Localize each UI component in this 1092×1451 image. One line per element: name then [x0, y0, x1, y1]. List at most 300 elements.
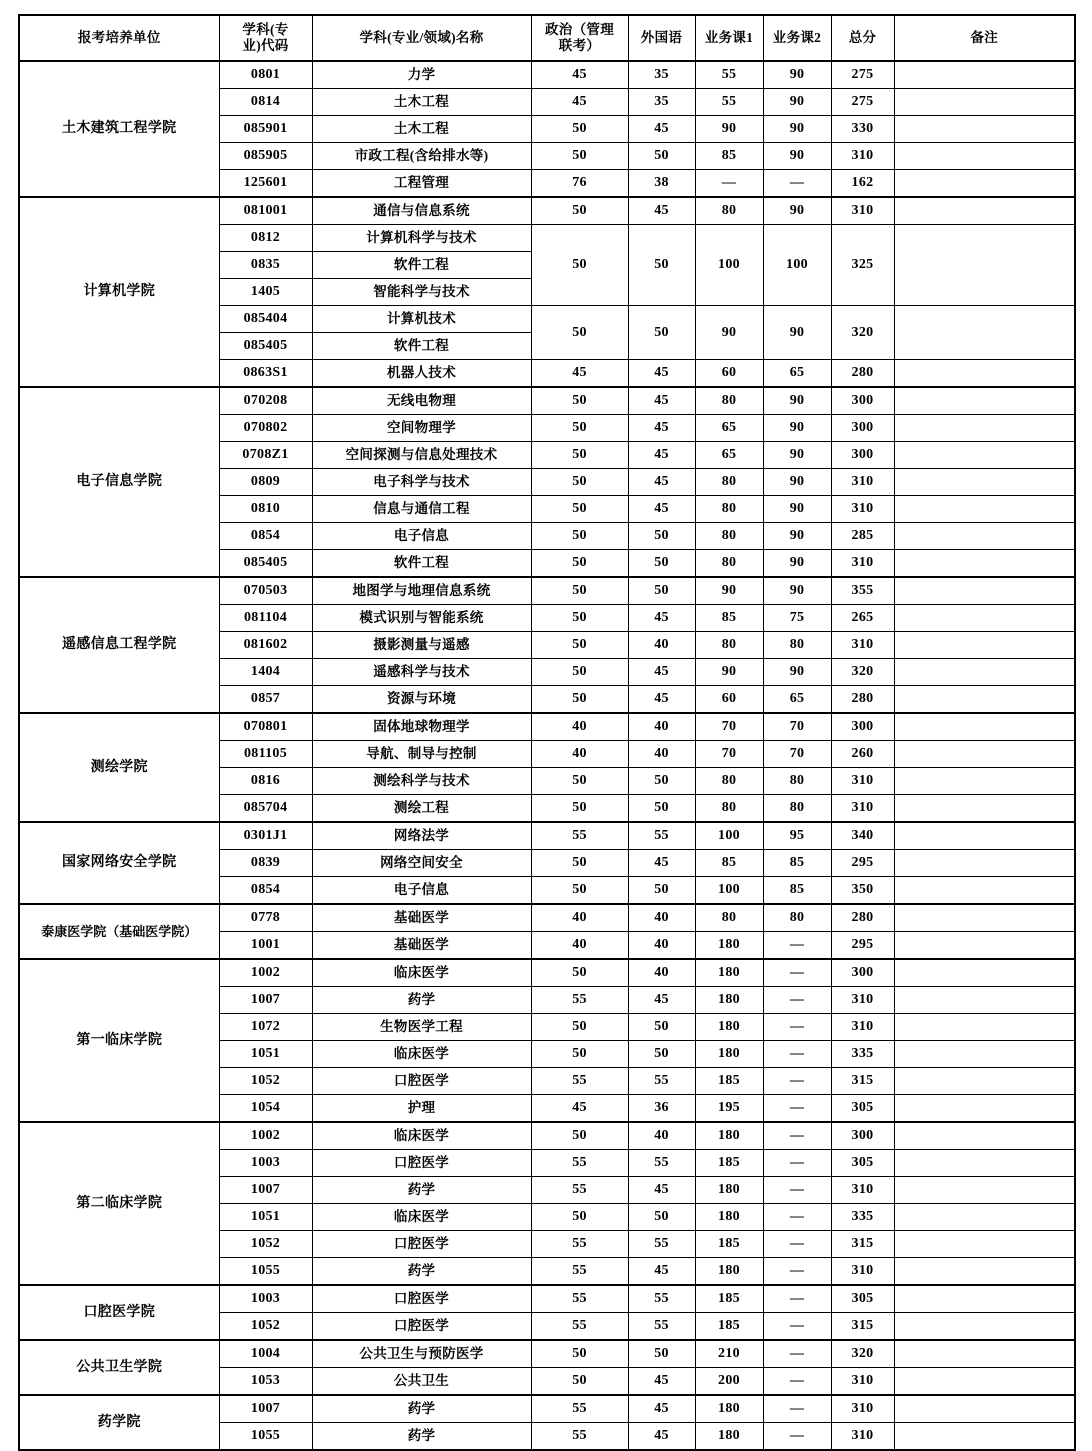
politics-score-cell: 50 — [531, 442, 628, 469]
total-score-cell: 300 — [831, 387, 894, 415]
subject1-score-cell: 55 — [695, 89, 763, 116]
foreign-language-score-cell: 55 — [628, 822, 695, 850]
remark-cell — [894, 1368, 1075, 1396]
subject2-score-cell: — — [763, 1258, 831, 1286]
unit-name-cell: 电子信息学院 — [19, 387, 219, 577]
total-score-cell: 300 — [831, 442, 894, 469]
column-header-subject2: 业务课2 — [763, 15, 831, 61]
major-name-cell: 口腔医学 — [312, 1068, 531, 1095]
foreign-language-score-cell: 50 — [628, 795, 695, 823]
foreign-language-score-cell: 55 — [628, 1231, 695, 1258]
subject1-score-cell: 185 — [695, 1068, 763, 1095]
politics-score-cell: 50 — [531, 768, 628, 795]
subject2-score-cell: 85 — [763, 877, 831, 905]
major-code-cell: 0810 — [219, 496, 312, 523]
subject1-score-cell: 80 — [695, 496, 763, 523]
politics-score-cell: 50 — [531, 959, 628, 987]
major-name-cell: 通信与信息系统 — [312, 197, 531, 225]
foreign-language-score-cell: 38 — [628, 170, 695, 198]
major-name-cell: 网络法学 — [312, 822, 531, 850]
subject2-score-cell: 90 — [763, 523, 831, 550]
foreign-language-score-cell: 55 — [628, 1150, 695, 1177]
total-score-cell: 162 — [831, 170, 894, 198]
total-score-cell: 310 — [831, 197, 894, 225]
major-code-cell: 081104 — [219, 605, 312, 632]
major-code-cell: 1054 — [219, 1095, 312, 1123]
unit-name-cell: 测绘学院 — [19, 713, 219, 822]
subject2-score-cell: — — [763, 1095, 831, 1123]
foreign-language-score-cell: 45 — [628, 387, 695, 415]
total-score-cell: 305 — [831, 1150, 894, 1177]
subject2-score-cell: — — [763, 1068, 831, 1095]
major-code-cell: 085404 — [219, 306, 312, 333]
major-name-cell: 电子信息 — [312, 523, 531, 550]
table-row — [19, 959, 1075, 987]
subject1-score-cell: 185 — [695, 1313, 763, 1341]
foreign-language-score-cell: 50 — [628, 1041, 695, 1068]
major-code-cell: 085905 — [219, 143, 312, 170]
politics-score-cell: 50 — [531, 577, 628, 605]
subject1-score-cell: 180 — [695, 1177, 763, 1204]
politics-score-cell: 40 — [531, 713, 628, 741]
major-name-cell: 信息与通信工程 — [312, 496, 531, 523]
table-row — [19, 1122, 1075, 1150]
politics-score-cell: 45 — [531, 89, 628, 116]
remark-cell — [894, 1150, 1075, 1177]
major-name-cell: 护理 — [312, 1095, 531, 1123]
politics-score-cell: 50 — [531, 197, 628, 225]
remark-cell — [894, 768, 1075, 795]
subject2-score-cell: — — [763, 1231, 831, 1258]
header-row — [19, 15, 1075, 61]
subject1-score-cell: 85 — [695, 143, 763, 170]
politics-score-cell: 50 — [531, 523, 628, 550]
total-score-cell: 350 — [831, 877, 894, 905]
subject2-score-cell: — — [763, 932, 831, 960]
major-name-cell: 智能科学与技术 — [312, 279, 531, 306]
subject2-score-cell: 80 — [763, 795, 831, 823]
remark-cell — [894, 1395, 1075, 1423]
politics-score-cell: 50 — [531, 225, 628, 306]
remark-cell — [894, 1258, 1075, 1286]
politics-score-cell: 50 — [531, 632, 628, 659]
politics-score-cell: 50 — [531, 1204, 628, 1231]
subject2-score-cell: 90 — [763, 306, 831, 360]
subject2-score-cell: — — [763, 1423, 831, 1451]
major-name-cell: 导航、制导与控制 — [312, 741, 531, 768]
subject2-score-cell: 90 — [763, 659, 831, 686]
subject1-score-cell: 80 — [695, 523, 763, 550]
subject1-score-cell: 185 — [695, 1150, 763, 1177]
politics-score-cell: 50 — [531, 686, 628, 714]
politics-score-cell: 50 — [531, 850, 628, 877]
remark-cell — [894, 61, 1075, 89]
subject2-score-cell: 70 — [763, 713, 831, 741]
subject2-score-cell: 100 — [763, 225, 831, 306]
foreign-language-score-cell: 50 — [628, 306, 695, 360]
politics-score-cell: 50 — [531, 795, 628, 823]
major-name-cell: 土木工程 — [312, 89, 531, 116]
total-score-cell: 320 — [831, 306, 894, 360]
politics-score-cell: 45 — [531, 61, 628, 89]
remark-cell — [894, 550, 1075, 578]
remark-cell — [894, 1041, 1075, 1068]
remark-cell — [894, 877, 1075, 905]
total-score-cell: 300 — [831, 713, 894, 741]
unit-name-cell: 公共卫生学院 — [19, 1340, 219, 1395]
politics-score-cell: 50 — [531, 605, 628, 632]
major-code-cell: 0708Z1 — [219, 442, 312, 469]
subject1-score-cell: 65 — [695, 415, 763, 442]
major-name-cell: 药学 — [312, 1258, 531, 1286]
remark-cell — [894, 306, 1075, 360]
major-name-cell: 临床医学 — [312, 1122, 531, 1150]
major-name-cell: 计算机科学与技术 — [312, 225, 531, 252]
major-name-cell: 软件工程 — [312, 252, 531, 279]
column-header-foreign-language: 外国语 — [628, 15, 695, 61]
foreign-language-score-cell: 45 — [628, 1177, 695, 1204]
remark-cell — [894, 577, 1075, 605]
total-score-cell: 310 — [831, 632, 894, 659]
politics-score-cell: 50 — [531, 1041, 628, 1068]
remark-cell — [894, 932, 1075, 960]
column-header-name: 学科(专业/领域)名称 — [312, 15, 531, 61]
total-score-cell: 310 — [831, 1258, 894, 1286]
politics-score-cell: 55 — [531, 1177, 628, 1204]
subject2-score-cell: 65 — [763, 686, 831, 714]
remark-cell — [894, 1068, 1075, 1095]
foreign-language-score-cell: 45 — [628, 197, 695, 225]
major-code-cell: 1405 — [219, 279, 312, 306]
major-name-cell: 资源与环境 — [312, 686, 531, 714]
major-code-cell: 1404 — [219, 659, 312, 686]
foreign-language-score-cell: 45 — [628, 1395, 695, 1423]
politics-score-cell: 55 — [531, 1285, 628, 1313]
subject2-score-cell: — — [763, 1122, 831, 1150]
total-score-cell: 280 — [831, 904, 894, 932]
subject1-score-cell: 55 — [695, 61, 763, 89]
foreign-language-score-cell: 40 — [628, 959, 695, 987]
table-row — [19, 1340, 1075, 1368]
unit-name-cell: 遥感信息工程学院 — [19, 577, 219, 713]
remark-cell — [894, 822, 1075, 850]
major-code-cell: 1003 — [219, 1150, 312, 1177]
politics-score-cell: 55 — [531, 987, 628, 1014]
foreign-language-score-cell: 45 — [628, 686, 695, 714]
major-code-cell: 1007 — [219, 987, 312, 1014]
unit-name-cell: 国家网络安全学院 — [19, 822, 219, 904]
subject2-score-cell: — — [763, 1041, 831, 1068]
foreign-language-score-cell: 45 — [628, 360, 695, 388]
subject1-score-cell: 85 — [695, 850, 763, 877]
major-name-cell: 力学 — [312, 61, 531, 89]
remark-cell — [894, 1014, 1075, 1041]
subject1-score-cell: 100 — [695, 225, 763, 306]
remark-cell — [894, 415, 1075, 442]
subject2-score-cell: 85 — [763, 850, 831, 877]
major-code-cell: 081602 — [219, 632, 312, 659]
remark-cell — [894, 1122, 1075, 1150]
foreign-language-score-cell: 40 — [628, 741, 695, 768]
remark-cell — [894, 632, 1075, 659]
subject1-score-cell: 85 — [695, 605, 763, 632]
remark-cell — [894, 170, 1075, 198]
column-header-remark: 备注 — [894, 15, 1075, 61]
table-row — [19, 577, 1075, 605]
subject1-score-cell: 100 — [695, 822, 763, 850]
total-score-cell: 320 — [831, 659, 894, 686]
major-code-cell: 0816 — [219, 768, 312, 795]
major-name-cell: 模式识别与智能系统 — [312, 605, 531, 632]
foreign-language-score-cell: 45 — [628, 605, 695, 632]
major-code-cell: 070503 — [219, 577, 312, 605]
major-code-cell: 1002 — [219, 1122, 312, 1150]
remark-cell — [894, 143, 1075, 170]
major-name-cell: 空间探测与信息处理技术 — [312, 442, 531, 469]
politics-score-cell: 55 — [531, 1068, 628, 1095]
total-score-cell: 275 — [831, 89, 894, 116]
major-name-cell: 公共卫生 — [312, 1368, 531, 1396]
unit-name-cell: 第二临床学院 — [19, 1122, 219, 1285]
unit-name-cell: 泰康医学院（基础医学院） — [19, 904, 219, 959]
subject1-score-cell: 180 — [695, 1258, 763, 1286]
major-name-cell: 测绘工程 — [312, 795, 531, 823]
subject1-score-cell: 100 — [695, 877, 763, 905]
major-code-cell: 1051 — [219, 1041, 312, 1068]
total-score-cell: 310 — [831, 1177, 894, 1204]
subject1-score-cell: 80 — [695, 469, 763, 496]
total-score-cell: 310 — [831, 987, 894, 1014]
remark-cell — [894, 686, 1075, 714]
major-name-cell: 临床医学 — [312, 1204, 531, 1231]
subject2-score-cell: — — [763, 1177, 831, 1204]
major-code-cell: 081001 — [219, 197, 312, 225]
total-score-cell: 310 — [831, 550, 894, 578]
politics-score-cell: 45 — [531, 1095, 628, 1123]
subject1-score-cell: 180 — [695, 959, 763, 987]
total-score-cell: 315 — [831, 1313, 894, 1341]
major-name-cell: 机器人技术 — [312, 360, 531, 388]
unit-name-cell: 药学院 — [19, 1395, 219, 1450]
major-name-cell: 土木工程 — [312, 116, 531, 143]
subject1-score-cell: 80 — [695, 768, 763, 795]
subject1-score-cell: 90 — [695, 116, 763, 143]
politics-score-cell: 50 — [531, 1368, 628, 1396]
major-name-cell: 药学 — [312, 1423, 531, 1451]
politics-score-cell: 50 — [531, 415, 628, 442]
major-code-cell: 1003 — [219, 1285, 312, 1313]
politics-score-cell: 76 — [531, 170, 628, 198]
politics-score-cell: 55 — [531, 1423, 628, 1451]
subject2-score-cell: 90 — [763, 387, 831, 415]
major-name-cell: 空间物理学 — [312, 415, 531, 442]
total-score-cell: 315 — [831, 1231, 894, 1258]
foreign-language-score-cell: 50 — [628, 1204, 695, 1231]
total-score-cell: 300 — [831, 1122, 894, 1150]
remark-cell — [894, 959, 1075, 987]
major-code-cell: 0301J1 — [219, 822, 312, 850]
politics-score-cell: 50 — [531, 387, 628, 415]
total-score-cell: 310 — [831, 469, 894, 496]
major-name-cell: 药学 — [312, 1177, 531, 1204]
remark-cell — [894, 1231, 1075, 1258]
subject2-score-cell: — — [763, 1340, 831, 1368]
table-body — [19, 61, 1075, 1450]
column-header-code — [219, 15, 312, 61]
major-name-cell: 临床医学 — [312, 1041, 531, 1068]
total-score-cell: 310 — [831, 1014, 894, 1041]
foreign-language-score-cell: 45 — [628, 442, 695, 469]
subject2-score-cell: 90 — [763, 550, 831, 578]
subject1-score-cell: 60 — [695, 686, 763, 714]
subject1-score-cell: 70 — [695, 741, 763, 768]
major-code-cell: 0854 — [219, 877, 312, 905]
foreign-language-score-cell: 35 — [628, 61, 695, 89]
remark-cell — [894, 197, 1075, 225]
subject2-score-cell: — — [763, 1313, 831, 1341]
remark-cell — [894, 116, 1075, 143]
table-row — [19, 61, 1075, 89]
foreign-language-score-cell: 45 — [628, 1423, 695, 1451]
subject1-score-cell: 90 — [695, 577, 763, 605]
subject1-score-cell: 180 — [695, 987, 763, 1014]
major-name-cell: 工程管理 — [312, 170, 531, 198]
subject2-score-cell: 90 — [763, 496, 831, 523]
total-score-cell: 320 — [831, 1340, 894, 1368]
major-code-cell: 0814 — [219, 89, 312, 116]
subject2-score-cell: 80 — [763, 632, 831, 659]
major-name-cell: 口腔医学 — [312, 1285, 531, 1313]
remark-cell — [894, 496, 1075, 523]
total-score-cell: 330 — [831, 116, 894, 143]
column-header-code-line1: 学科(专 — [242, 21, 289, 37]
major-code-cell: 0854 — [219, 523, 312, 550]
remark-cell — [894, 1204, 1075, 1231]
subject1-score-cell: — — [695, 170, 763, 198]
remark-cell — [894, 1095, 1075, 1123]
subject1-score-cell: 80 — [695, 387, 763, 415]
subject1-score-cell: 60 — [695, 360, 763, 388]
remark-cell — [894, 225, 1075, 306]
total-score-cell: 310 — [831, 1423, 894, 1451]
foreign-language-score-cell: 45 — [628, 1368, 695, 1396]
subject2-score-cell: — — [763, 1014, 831, 1041]
foreign-language-score-cell: 40 — [628, 932, 695, 960]
subject2-score-cell: 90 — [763, 143, 831, 170]
admission-score-table — [18, 14, 1076, 1451]
major-code-cell: 1002 — [219, 959, 312, 987]
foreign-language-score-cell: 50 — [628, 1340, 695, 1368]
politics-score-cell: 55 — [531, 1150, 628, 1177]
subject1-score-cell: 185 — [695, 1285, 763, 1313]
total-score-cell: 355 — [831, 577, 894, 605]
subject2-score-cell: 90 — [763, 442, 831, 469]
major-code-cell: 0809 — [219, 469, 312, 496]
subject2-score-cell: 75 — [763, 605, 831, 632]
foreign-language-score-cell: 45 — [628, 850, 695, 877]
politics-score-cell: 40 — [531, 741, 628, 768]
total-score-cell: 315 — [831, 1068, 894, 1095]
remark-cell — [894, 1285, 1075, 1313]
foreign-language-score-cell: 50 — [628, 877, 695, 905]
politics-score-cell: 40 — [531, 932, 628, 960]
remark-cell — [894, 987, 1075, 1014]
major-name-cell: 无线电物理 — [312, 387, 531, 415]
foreign-language-score-cell: 40 — [628, 904, 695, 932]
major-name-cell: 口腔医学 — [312, 1231, 531, 1258]
unit-name-cell: 口腔医学院 — [19, 1285, 219, 1340]
major-code-cell: 1055 — [219, 1423, 312, 1451]
subject2-score-cell: — — [763, 1285, 831, 1313]
politics-score-cell: 40 — [531, 904, 628, 932]
table-row — [19, 904, 1075, 932]
table-row — [19, 1285, 1075, 1313]
major-name-cell: 基础医学 — [312, 904, 531, 932]
remark-cell — [894, 904, 1075, 932]
foreign-language-score-cell: 55 — [628, 1313, 695, 1341]
total-score-cell: 265 — [831, 605, 894, 632]
foreign-language-score-cell: 50 — [628, 225, 695, 306]
foreign-language-score-cell: 55 — [628, 1285, 695, 1313]
column-header-unit: 报考培养单位 — [19, 15, 219, 61]
major-name-cell: 电子信息 — [312, 877, 531, 905]
major-name-cell: 药学 — [312, 1395, 531, 1423]
total-score-cell: 260 — [831, 741, 894, 768]
remark-cell — [894, 523, 1075, 550]
table-row — [19, 1395, 1075, 1423]
subject2-score-cell: 90 — [763, 469, 831, 496]
total-score-cell: 295 — [831, 932, 894, 960]
major-name-cell: 测绘科学与技术 — [312, 768, 531, 795]
total-score-cell: 335 — [831, 1204, 894, 1231]
subject1-score-cell: 185 — [695, 1231, 763, 1258]
remark-cell — [894, 360, 1075, 388]
foreign-language-score-cell: 45 — [628, 659, 695, 686]
foreign-language-score-cell: 45 — [628, 1258, 695, 1286]
major-name-cell: 摄影测量与遥感 — [312, 632, 531, 659]
remark-cell — [894, 850, 1075, 877]
major-code-cell: 0857 — [219, 686, 312, 714]
subject2-score-cell: 90 — [763, 61, 831, 89]
subject1-score-cell: 180 — [695, 1204, 763, 1231]
major-name-cell: 软件工程 — [312, 550, 531, 578]
major-code-cell: 1052 — [219, 1068, 312, 1095]
subject2-score-cell: — — [763, 1150, 831, 1177]
total-score-cell: 300 — [831, 959, 894, 987]
subject1-score-cell: 180 — [695, 1041, 763, 1068]
major-code-cell: 1001 — [219, 932, 312, 960]
subject1-score-cell: 80 — [695, 197, 763, 225]
foreign-language-score-cell: 35 — [628, 89, 695, 116]
total-score-cell: 305 — [831, 1285, 894, 1313]
politics-score-cell: 50 — [531, 659, 628, 686]
total-score-cell: 285 — [831, 523, 894, 550]
politics-score-cell: 50 — [531, 1014, 628, 1041]
subject2-score-cell: — — [763, 1204, 831, 1231]
major-name-cell: 计算机技术 — [312, 306, 531, 333]
major-code-cell: 070208 — [219, 387, 312, 415]
foreign-language-score-cell: 50 — [628, 1014, 695, 1041]
foreign-language-score-cell: 40 — [628, 632, 695, 659]
major-name-cell: 电子科学与技术 — [312, 469, 531, 496]
total-score-cell: 310 — [831, 496, 894, 523]
subject1-score-cell: 180 — [695, 932, 763, 960]
subject2-score-cell: 95 — [763, 822, 831, 850]
major-name-cell: 市政工程(含给排水等) — [312, 143, 531, 170]
remark-cell — [894, 659, 1075, 686]
total-score-cell: 310 — [831, 1368, 894, 1396]
politics-score-cell: 55 — [531, 1395, 628, 1423]
